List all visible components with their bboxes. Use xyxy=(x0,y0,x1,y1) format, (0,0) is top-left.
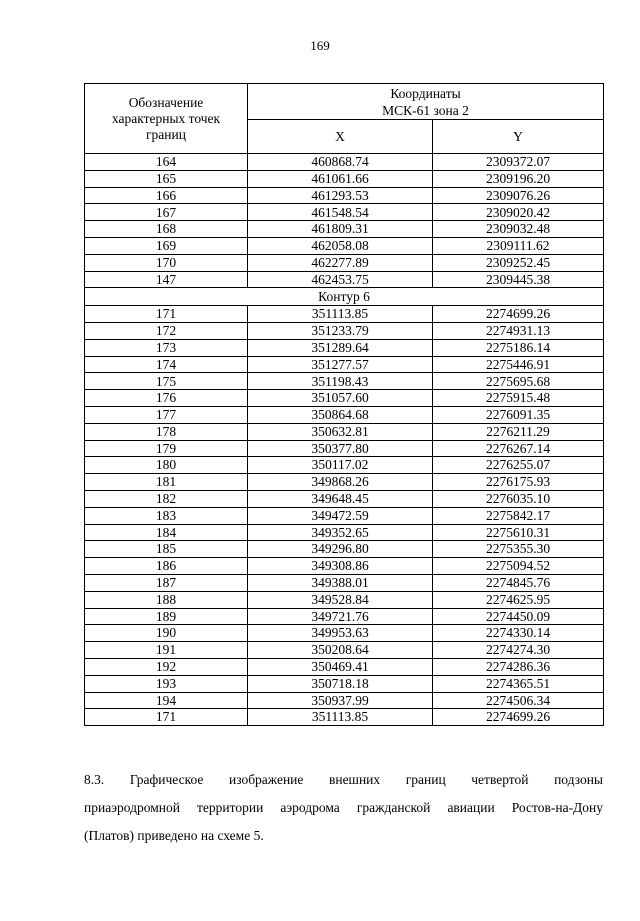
point-cell: 171 xyxy=(85,709,248,726)
y-cell: 2275915.48 xyxy=(433,390,604,407)
x-cell: 349388.01 xyxy=(248,574,433,591)
x-cell: 462058.08 xyxy=(248,237,433,254)
x-cell: 461061.66 xyxy=(248,170,433,187)
table-row xyxy=(85,507,604,524)
y-cell: 2309020.42 xyxy=(433,204,604,221)
table-row xyxy=(85,642,604,659)
y-cell: 2276211.29 xyxy=(433,423,604,440)
x-cell: 349352.65 xyxy=(248,524,433,541)
y-cell: 2276035.10 xyxy=(433,490,604,507)
y-cell: 2276091.35 xyxy=(433,406,604,423)
x-cell: 461548.54 xyxy=(248,204,433,221)
contour-row xyxy=(85,288,604,306)
point-cell: 165 xyxy=(85,170,248,187)
x-cell: 462453.75 xyxy=(248,271,433,288)
table-row xyxy=(85,675,604,692)
y-cell: 2274931.13 xyxy=(433,322,604,339)
table-row xyxy=(85,474,604,491)
x-cell: 349868.26 xyxy=(248,474,433,491)
point-cell: 170 xyxy=(85,254,248,271)
point-cell: 183 xyxy=(85,507,248,524)
x-cell: 349953.63 xyxy=(248,625,433,642)
header-point-designation: Обозначение характерных точек границ xyxy=(85,84,248,154)
y-cell: 2309252.45 xyxy=(433,254,604,271)
y-cell: 2309445.38 xyxy=(433,271,604,288)
point-cell: 177 xyxy=(85,406,248,423)
table-row xyxy=(85,658,604,675)
y-cell: 2274286.36 xyxy=(433,658,604,675)
point-cell: 181 xyxy=(85,474,248,491)
header-coordinate-system: МСК-61 зона 2 xyxy=(382,102,469,118)
table-row xyxy=(85,490,604,507)
coordinates-table xyxy=(84,83,604,726)
point-cell: 192 xyxy=(85,658,248,675)
x-cell: 351113.85 xyxy=(248,709,433,726)
table-row xyxy=(85,390,604,407)
paragraph-line-1: 8.3. Графическое изображение внешних границ четвертой подзоны xyxy=(84,772,603,787)
y-cell: 2274699.26 xyxy=(433,306,604,323)
point-cell: 167 xyxy=(85,204,248,221)
table-row xyxy=(85,558,604,575)
point-cell: 194 xyxy=(85,692,248,709)
x-cell: 351277.57 xyxy=(248,356,433,373)
table-row xyxy=(85,271,604,288)
y-cell: 2274625.95 xyxy=(433,591,604,608)
point-cell: 168 xyxy=(85,221,248,238)
table-row xyxy=(85,187,604,204)
y-cell: 2275094.52 xyxy=(433,558,604,575)
table-row xyxy=(85,170,604,187)
x-cell: 350864.68 xyxy=(248,406,433,423)
y-cell: 2276175.93 xyxy=(433,474,604,491)
header-coordinates-title: Координаты xyxy=(390,85,461,101)
table-row xyxy=(85,591,604,608)
contour-label: Контур 6 xyxy=(85,288,604,306)
y-cell: 2274330.14 xyxy=(433,625,604,642)
point-cell: 187 xyxy=(85,574,248,591)
table-row xyxy=(85,221,604,238)
point-cell: 184 xyxy=(85,524,248,541)
x-cell: 349308.86 xyxy=(248,558,433,575)
point-cell: 176 xyxy=(85,390,248,407)
table-row xyxy=(85,692,604,709)
x-cell: 461293.53 xyxy=(248,187,433,204)
table-row xyxy=(85,574,604,591)
point-cell: 182 xyxy=(85,490,248,507)
y-cell: 2276267.14 xyxy=(433,440,604,457)
point-cell: 178 xyxy=(85,423,248,440)
y-cell: 2274274.30 xyxy=(433,642,604,659)
x-cell: 350632.81 xyxy=(248,423,433,440)
point-cell: 173 xyxy=(85,339,248,356)
x-cell: 351113.85 xyxy=(248,306,433,323)
x-cell: 460868.74 xyxy=(248,154,433,171)
x-cell: 349296.80 xyxy=(248,541,433,558)
point-cell: 171 xyxy=(85,306,248,323)
y-cell: 2309196.20 xyxy=(433,170,604,187)
paragraph-line-3: (Платов) приведено на схеме 5. xyxy=(84,828,264,843)
point-cell: 164 xyxy=(85,154,248,171)
table-row xyxy=(85,154,604,171)
x-cell: 350469.41 xyxy=(248,658,433,675)
table-row xyxy=(85,541,604,558)
table-row xyxy=(85,406,604,423)
point-cell: 172 xyxy=(85,322,248,339)
table-row xyxy=(85,625,604,642)
point-cell: 193 xyxy=(85,675,248,692)
y-cell: 2309111.62 xyxy=(433,237,604,254)
x-cell: 349472.59 xyxy=(248,507,433,524)
point-cell: 180 xyxy=(85,457,248,474)
x-cell: 350937.99 xyxy=(248,692,433,709)
table-row xyxy=(85,339,604,356)
y-cell: 2309076.26 xyxy=(433,187,604,204)
table-row xyxy=(85,322,604,339)
header-y: Y xyxy=(433,120,604,154)
y-cell: 2275355.30 xyxy=(433,541,604,558)
x-cell: 351198.43 xyxy=(248,373,433,390)
x-cell: 462277.89 xyxy=(248,254,433,271)
point-cell: 186 xyxy=(85,558,248,575)
y-cell: 2274365.51 xyxy=(433,675,604,692)
table-row xyxy=(85,457,604,474)
x-cell: 349721.76 xyxy=(248,608,433,625)
table-row xyxy=(85,423,604,440)
y-cell: 2309032.48 xyxy=(433,221,604,238)
point-cell: 190 xyxy=(85,625,248,642)
x-cell: 351289.64 xyxy=(248,339,433,356)
table-row xyxy=(85,440,604,457)
y-cell: 2275695.68 xyxy=(433,373,604,390)
x-cell: 351057.60 xyxy=(248,390,433,407)
point-cell: 169 xyxy=(85,237,248,254)
y-cell: 2275446.91 xyxy=(433,356,604,373)
x-cell: 350377.80 xyxy=(248,440,433,457)
point-cell: 189 xyxy=(85,608,248,625)
x-cell: 349648.45 xyxy=(248,490,433,507)
point-cell: 188 xyxy=(85,591,248,608)
y-cell: 2275842.17 xyxy=(433,507,604,524)
table-row xyxy=(85,373,604,390)
y-cell: 2274450.09 xyxy=(433,608,604,625)
x-cell: 461809.31 xyxy=(248,221,433,238)
y-cell: 2275610.31 xyxy=(433,524,604,541)
point-cell: 191 xyxy=(85,642,248,659)
point-cell: 174 xyxy=(85,356,248,373)
x-cell: 350718.18 xyxy=(248,675,433,692)
page-number: 169 xyxy=(310,38,330,53)
table-row xyxy=(85,306,604,323)
y-cell: 2274506.34 xyxy=(433,692,604,709)
x-cell: 350117.02 xyxy=(248,457,433,474)
y-cell: 2274845.76 xyxy=(433,574,604,591)
y-cell: 2275186.14 xyxy=(433,339,604,356)
point-cell: 147 xyxy=(85,271,248,288)
header-x: X xyxy=(248,120,433,154)
header-coordinates xyxy=(248,84,604,120)
x-cell: 349528.84 xyxy=(248,591,433,608)
table-row xyxy=(85,356,604,373)
point-cell: 179 xyxy=(85,440,248,457)
y-cell: 2276255.07 xyxy=(433,457,604,474)
point-cell: 166 xyxy=(85,187,248,204)
paragraph-line-2: приаэродромной территории аэродрома гражданской авиации Ростов-на-Дону xyxy=(84,800,603,815)
y-cell: 2309372.07 xyxy=(433,154,604,171)
table-row xyxy=(85,204,604,221)
point-cell: 175 xyxy=(85,373,248,390)
x-cell: 351233.79 xyxy=(248,322,433,339)
point-cell: 185 xyxy=(85,541,248,558)
table-row xyxy=(85,237,604,254)
section-paragraph xyxy=(84,766,603,850)
table-body xyxy=(85,154,604,726)
y-cell: 2274699.26 xyxy=(433,709,604,726)
table-row xyxy=(85,608,604,625)
table-row xyxy=(85,524,604,541)
x-cell: 350208.64 xyxy=(248,642,433,659)
table-row xyxy=(85,709,604,726)
table-row xyxy=(85,254,604,271)
